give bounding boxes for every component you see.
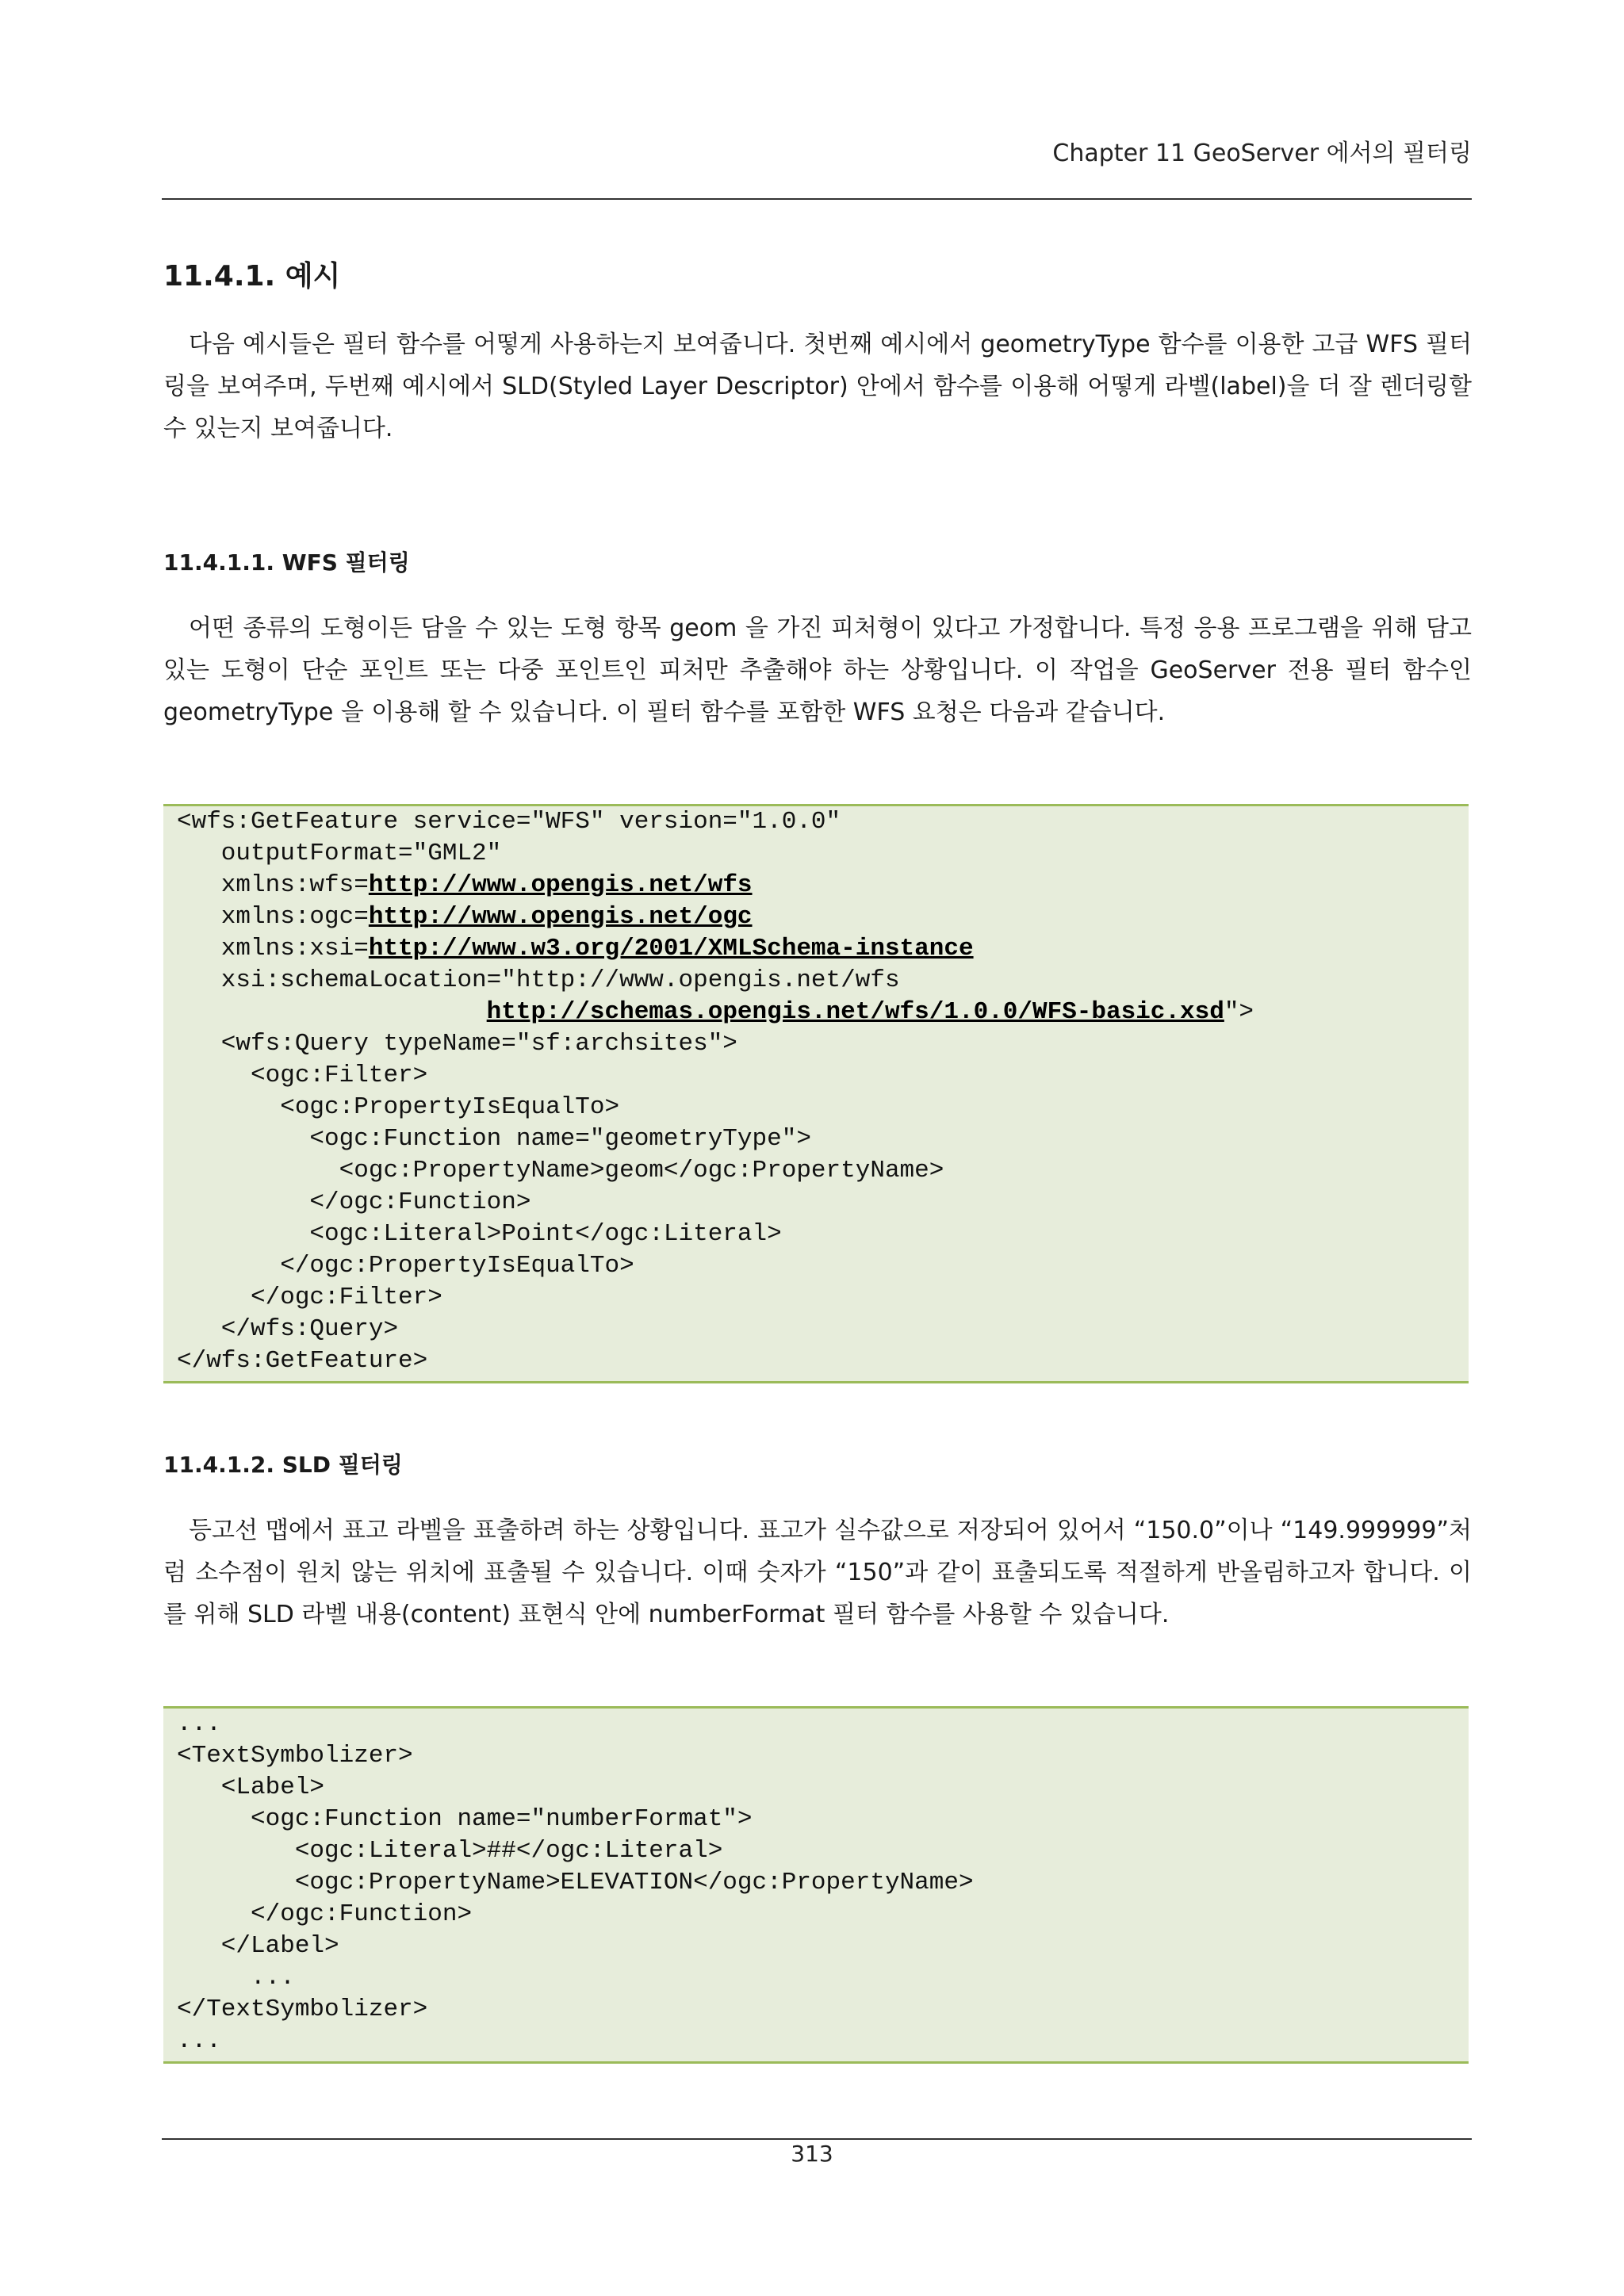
code-line: </Label> bbox=[177, 1932, 339, 1960]
code-line: ... bbox=[177, 1964, 295, 1992]
page-number: 313 bbox=[791, 2141, 833, 2167]
code-line: <wfs:Query typeName="sf:archsites"> bbox=[177, 1030, 737, 1058]
sld-paragraph: 등고선 맵에서 표고 라벨을 표출하려 하는 상황입니다. 표고가 실수값으로 저장되어 있어서 “150.0”이나 “149.999999”처럼 소수점이 원치 않는 위치에 표출될 수 있습니다. 이때 숫자가 “150”과 같이 표출되도록 적절하게 반올림하고자 합니다. 이를 위해 SLD 라벨 내용(content) 표현식 안에 numberFormat 필터 함수를 사용할 수 있습니다. bbox=[163, 1517, 1472, 1628]
code-line: <ogc:Filter> bbox=[177, 1062, 428, 1089]
code-line bbox=[163, 901, 1469, 933]
wfs-subsection-title: 11.4.1.1. WFS 필터링 bbox=[163, 549, 410, 576]
ogc-namespace-link[interactable]: http://www.opengis.net/ogc bbox=[368, 903, 753, 931]
code-line: ... bbox=[177, 1710, 221, 1738]
intro-paragraph: 다음 예시들은 필터 함수를 어떻게 사용하는지 보여줍니다. 첫번째 예시에서 geometryType 함수를 이용한 고급 WFS 필터링을 보여주며, 두번째 예시에서 SLD(Styled Layer Descriptor) 안에서 함수를 이용해 어떻게 라벨(label)을 더 잘 렌더링할 수 있는지 보여줍니다. bbox=[163, 331, 1472, 442]
code-line: <ogc:PropertyName>ELEVATION</ogc:PropertyName> bbox=[177, 1869, 974, 1896]
code-line: <ogc:Function name="numberFormat"> bbox=[177, 1805, 753, 1833]
code-line bbox=[163, 870, 1469, 901]
wfs-namespace-link[interactable]: http://www.opengis.net/wfs bbox=[368, 871, 753, 899]
code-line: xsi:schemaLocation="http://www.opengis.net/wfs bbox=[177, 966, 900, 994]
code-text: "> bbox=[1224, 998, 1254, 1026]
code-line: </ogc:PropertyIsEqualTo> bbox=[177, 1252, 634, 1280]
code-line: <ogc:Literal>##</ogc:Literal> bbox=[177, 1837, 723, 1865]
code-line: <TextSymbolizer> bbox=[177, 1742, 413, 1770]
code-text: xmlns:xsi= bbox=[177, 935, 369, 962]
code-line: </TextSymbolizer> bbox=[177, 1996, 428, 2023]
wfs-code-block bbox=[163, 804, 1469, 1383]
code-line: <ogc:Function name="geometryType"> bbox=[177, 1125, 811, 1153]
code-line: <ogc:PropertyIsEqualTo> bbox=[177, 1093, 620, 1121]
sld-subsection-title: 11.4.1.2. SLD 필터링 bbox=[163, 1452, 403, 1478]
code-line: <Label> bbox=[177, 1774, 325, 1801]
code-line: </wfs:Query> bbox=[177, 1315, 399, 1343]
code-line: ... bbox=[177, 2027, 221, 2055]
running-header: Chapter 11 GeoServer 에서의 필터링 bbox=[1052, 140, 1472, 167]
footer-divider bbox=[162, 2138, 1472, 2140]
code-line: outputFormat="GML2" bbox=[177, 840, 502, 867]
section-title: 11.4.1. 예시 bbox=[163, 260, 341, 293]
code-line: </ogc:Filter> bbox=[177, 1284, 442, 1311]
code-line: </ogc:Function> bbox=[177, 1188, 531, 1216]
schema-location-link[interactable]: http://schemas.opengis.net/wfs/1.0.0/WFS-basic.xsd bbox=[486, 998, 1224, 1026]
code-line: <ogc:Literal>Point</ogc:Literal> bbox=[177, 1220, 782, 1248]
code-line: <ogc:PropertyName>geom</ogc:PropertyName> bbox=[177, 1157, 944, 1184]
code-line: </ogc:Function> bbox=[177, 1900, 473, 1928]
xsi-namespace-link[interactable]: http://www.w3.org/2001/XMLSchema-instance bbox=[368, 935, 974, 962]
code-text: xmlns:wfs= bbox=[177, 871, 369, 899]
code-line: <wfs:GetFeature service="WFS" version="1.0.0" bbox=[177, 808, 841, 836]
header-divider bbox=[162, 198, 1472, 200]
code-line: </wfs:GetFeature> bbox=[177, 1347, 428, 1375]
wfs-paragraph: 어떤 종류의 도형이든 담을 수 있는 도형 항목 geom 을 가진 피처형이 있다고 가정합니다. 특정 응용 프로그램을 위해 담고 있는 도형이 단순 포인트 또는 다중 포인트인 피처만 추출해야 하는 상황입니다. 이 작업을 GeoServer 전용 필터 함수인 geometryType 을 이용해 할 수 있습니다. 이 필터 함수를 포함한 WFS 요청은 다음과 같습니다. bbox=[163, 614, 1472, 726]
code-line bbox=[163, 933, 1469, 965]
code-text: xmlns:ogc= bbox=[177, 903, 369, 931]
sld-code-block bbox=[163, 1706, 1469, 2064]
code-text bbox=[177, 998, 487, 1026]
code-line bbox=[163, 997, 1469, 1028]
